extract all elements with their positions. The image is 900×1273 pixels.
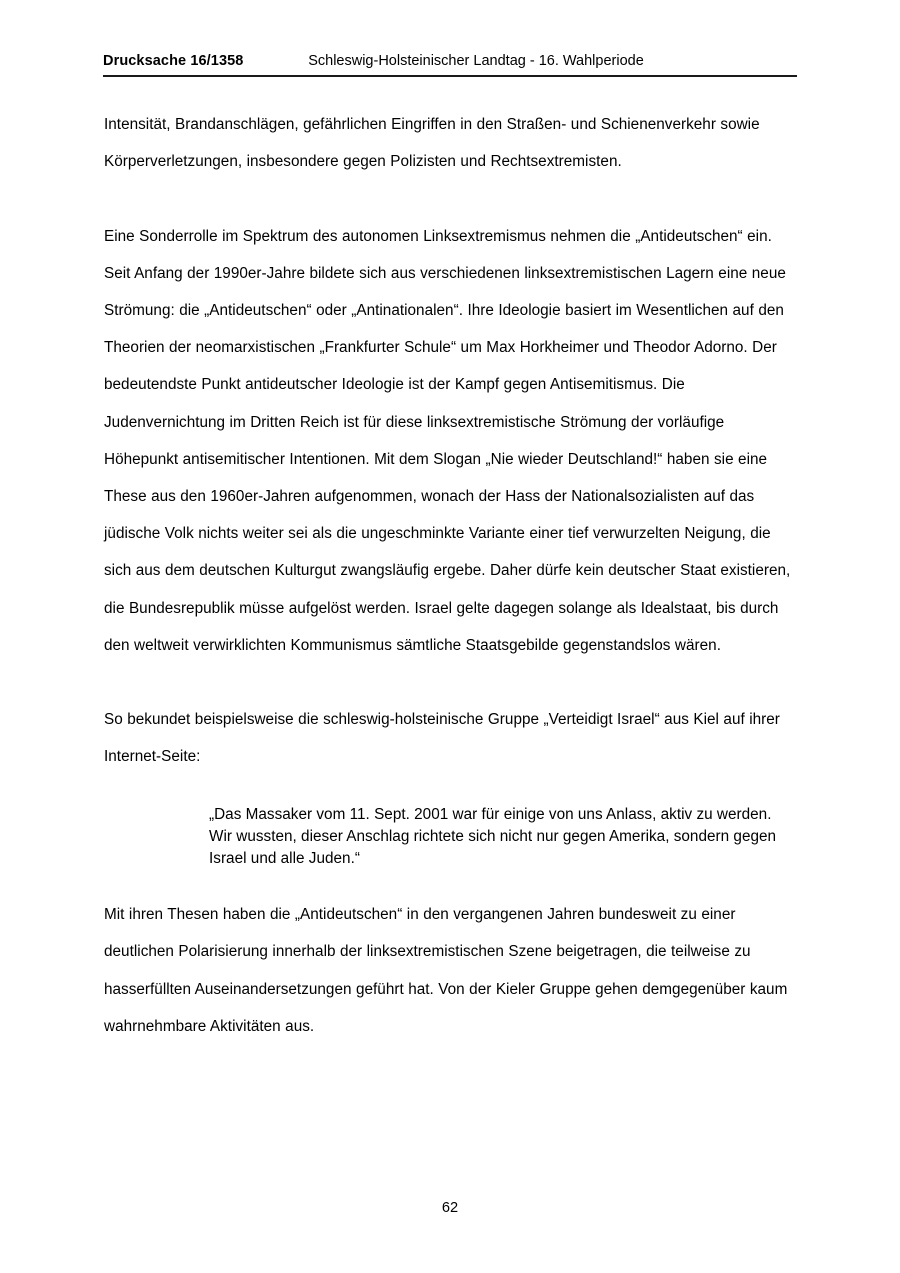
running-header: [103, 50, 797, 80]
body-paragraph: Intensität, Brandanschlägen, gefährlichen Eingriffen in den Straßen- und Schienenverkehr sowie Körperverletzungen, insbesondere gegen Polizisten und Rechtsextremisten.: [104, 116, 760, 171]
page-number: 62: [441, 1200, 459, 1216]
body-paragraph: So bekundet beispielsweise die schleswig-holsteinische Gruppe „Verteidigt Israel“ aus Kiel auf ihrer Internet-Seite:: [104, 711, 780, 766]
header-drucksache-label: Drucksache 16/1358: [103, 53, 244, 69]
quote-top-spacer: [104, 776, 798, 804]
body-paragraph: Mit ihren Thesen haben die „Antideutschen“ in den vergangenen Jahren bundesweit zu einer deutlichen Polarisierung innerhalb der linksextremistischen Szene beigetragen, die teilweise zu hasserfüllten Auseinandersetzungen geführt hat. Von der Kieler Gruppe gehen demgegenüber kaum wahrnehmbare Aktivitäten aus.: [104, 906, 788, 1035]
header-parliament-title: Schleswig-Holsteinischer Landtag - 16. Wahlperiode: [308, 53, 644, 69]
body-paragraph: Eine Sonderrolle im Spektrum des autonomen Linksextremismus nehmen die „Antideutschen“ ein. Seit Anfang der 1990er-Jahre bildete sich aus verschiedenen linksextremistischen Lagern eine neue Strömung: die „Antideutschen“ oder „Antinationalen“. Ihre Ideologie basiert im Wesentlichen auf den Theorien der neomarxistischen „Frankfurter Schule“ um Max Horkheimer und Theodor Adorno. Der bedeutendste Punkt antideutscher Ideologie ist der Kampf gegen Antisemitismus. Die Judenvernichtung im Dritten Reich ist für diese linksextremistische Strömung der vorläufige Höhepunkt antisemitischer Intentionen. Mit dem Slogan „Nie wieder Deutschland!“ haben sie eine These aus den 1960er-Jahren aufgenommen, wonach der Hass der Nationalsozialisten auf das jüdische Volk nichts weiter sei als die ungeschminkte Variante einer tief verwurzelten Neigung, die sich aus dem deutschen Kulturgut zwangsläufig ergebe. Daher dürfe kein deutscher Staat existieren, die Bundesrepublik müsse aufgelöst werden. Israel gelte dagegen solange als Idealstaat, bis durch den weltweit verwirklichten Kommunismus sämtliche Staatsgebilde gegenstandslos wären.: [104, 227, 791, 654]
header-row: [103, 50, 797, 72]
quote-bottom-spacer: [104, 870, 798, 896]
document-body: [104, 106, 798, 1045]
header-rule-divider: [103, 75, 797, 77]
indented-blockquote: „Das Massaker vom 11. Sept. 2001 war für einige von uns Anlass, aktiv zu werden. Wir wussten, dieser Anschlag richtete sich nicht nur gegen Amerika, sondern gegen Israel und alle Juden.“: [209, 805, 777, 868]
